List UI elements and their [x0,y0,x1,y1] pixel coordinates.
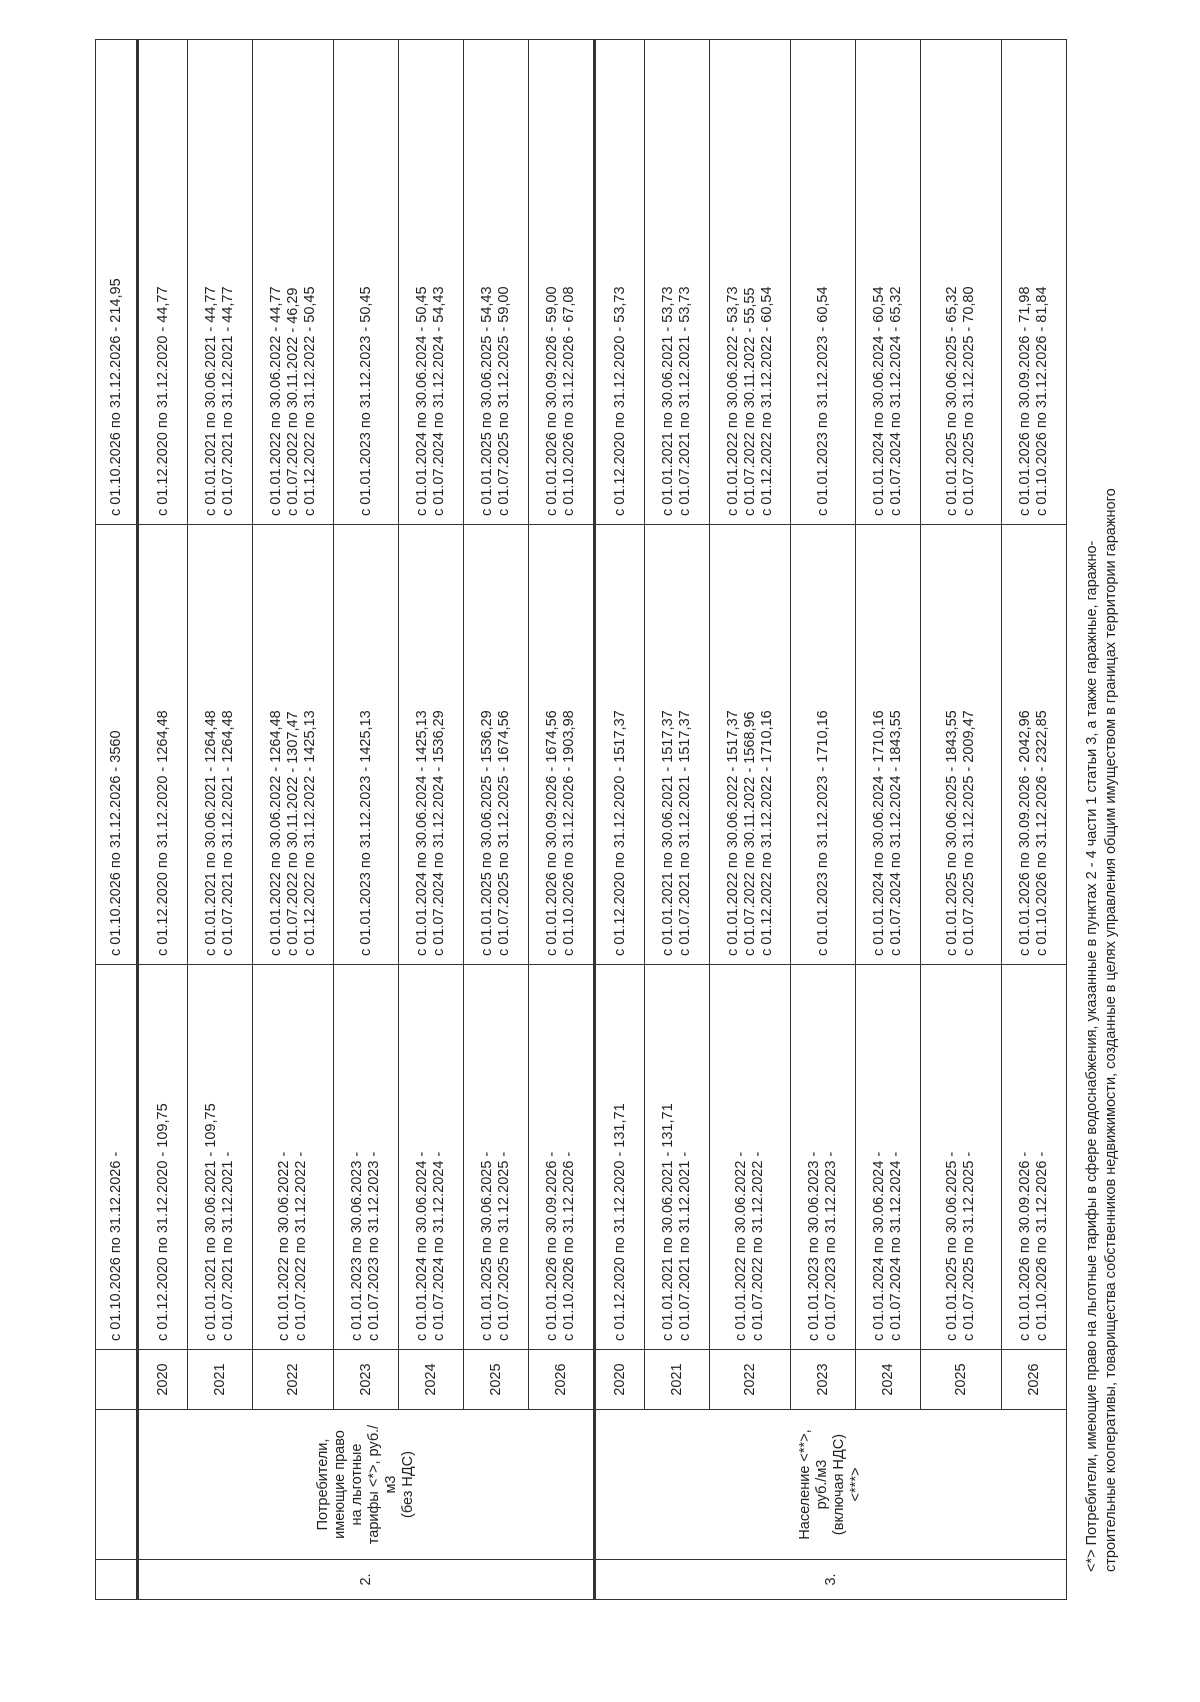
tariff-period-line: с 01.01.2026 по 30.09.2026 - [544,1151,560,1341]
category-line: руб./м3 [814,1459,830,1510]
section-category [138,1410,595,1560]
tariff-period-line: с 01.07.2022 по 30.11.2022 - 55,55 [741,287,758,516]
tariff-period-line: с 01.07.2025 по 31.12.2025 - 59,00 [496,286,512,516]
table-row [645,40,710,1600]
footnote-line: строительные кооперативы, товарищества собственников недвижимости, созданные в целях управления общим имуществом в границах территории гаражного [1103,488,1119,1572]
table-row [529,40,595,1600]
tariff-period-line: с 01.07.2021 по 31.12.2021 - 44,77 [220,286,236,516]
year-cell: 2023 [791,1350,856,1410]
table-cell-col4-continuation: с 01.10.2026 по 31.12.2026 - 3560 [96,525,138,965]
tariff-cell-c3 [334,965,399,1350]
tariff-period-line: с 01.01.2021 по 30.06.2021 - 109,75 [203,1103,219,1341]
tariff-period-line: с 01.07.2024 по 31.12.2024 - 1536,29 [431,710,447,956]
tariff-cell-c3 [253,965,334,1350]
tariff-period-line: с 01.01.2024 по 30.06.2024 - [871,1151,887,1341]
tariff-cell-c4 [791,525,856,965]
tariff-cell-c4 [464,525,529,965]
tariff-period-line: с 01.01.2024 по 30.06.2024 - 60,54 [871,286,887,516]
tariff-period-line: с 01.07.2025 по 31.12.2025 - 2009,47 [961,710,977,956]
tariff-period-line: с 01.10.2026 по 31.12.2026 - 81,84 [1034,286,1050,516]
tariff-period-line: с 01.07.2021 по 31.12.2021 - 53,73 [677,286,693,516]
year-cell: 2022 [253,1350,334,1410]
year-cell: 2021 [188,1350,253,1410]
rotated-page [95,40,1130,1600]
tariff-period-line: с 01.07.2023 по 31.12.2023 - [823,1151,839,1341]
tariff-period-line: с 01.12.2022 по 31.12.2022 - 1710,16 [758,710,775,956]
tariff-period-line: с 01.01.2023 по 31.12.2023 - 50,45 [357,286,374,516]
table-row [921,40,1002,1600]
tariff-period-line: с 01.07.2024 по 31.12.2024 - 54,43 [431,286,447,516]
tariff-cell-c4 [856,525,921,965]
table-row [710,40,791,1600]
year-cell: 2024 [856,1350,921,1410]
tariff-cell-c4 [138,525,188,965]
category-line: (без НДС) [400,1451,416,1518]
tariff-period-line: с 01.07.2021 по 31.12.2021 - [220,1151,236,1341]
tariff-period-line: с 01.07.2025 по 31.12.2025 - 1674,56 [496,710,512,956]
category-line: на льготные [349,1443,365,1526]
tariff-period-line: с 01.12.2022 по 31.12.2022 - 1425,13 [301,710,318,956]
tariff-cell-c3 [856,965,921,1350]
tariff-period-line: с 01.01.2023 по 31.12.2023 - 1425,13 [357,710,374,956]
tariff-period-line: с 01.07.2022 по 31.12.2022 - [750,1151,766,1341]
tariff-period-line: с 01.01.2023 по 31.12.2023 - 1710,16 [814,710,831,956]
table-cell-year-blank [96,1350,138,1410]
tariff-period-line: с 01.01.2025 по 30.06.2025 - [479,1151,495,1341]
tariff-period-line: с 01.07.2025 по 31.12.2025 - [961,1151,977,1341]
tariff-period-line: с 01.07.2024 по 31.12.2024 - [888,1151,904,1341]
tariff-period-line: с 01.01.2021 по 30.06.2021 - 131,71 [660,1103,676,1341]
tariff-period-line: с 01.10.2026 по 31.12.2026 - 2322,85 [1034,710,1050,956]
tariff-period-line: с 01.12.2022 по 31.12.2022 - 50,45 [301,286,318,516]
tariff-cell-c4 [253,525,334,965]
tariff-period-line: с 01.01.2026 по 30.09.2026 - 59,00 [544,286,560,516]
tariff-period-line: с 01.07.2021 по 31.12.2021 - 1264,48 [220,710,236,956]
tariff-cell-c4 [595,525,645,965]
tariff-period-line: с 01.01.2025 по 30.06.2025 - 54,43 [479,286,495,516]
year-cell: 2025 [921,1350,1002,1410]
tariff-table [95,39,1067,1600]
year-cell: 2024 [399,1350,464,1410]
footnote [1083,52,1121,1572]
tariff-period-line: с 01.12.2020 по 31.12.2020 - 131,71 [611,1103,628,1341]
tariff-cell-c5 [921,40,1002,525]
tariff-period-line: с 01.01.2024 по 30.06.2024 - 50,45 [414,286,430,516]
tariff-period-line: с 01.07.2024 по 31.12.2024 - 1843,55 [888,710,904,956]
tariff-cell-c4 [334,525,399,965]
table-row [791,40,856,1600]
tariff-cell-c5 [645,40,710,525]
tariff-period-line: с 01.07.2025 по 31.12.2025 - 70,80 [961,286,977,516]
tariff-period-line: с 01.07.2023 по 31.12.2023 - [366,1151,382,1341]
tariff-cell-c3 [529,965,595,1350]
tariff-cell-c3 [595,965,645,1350]
year-cell: 2020 [138,1350,188,1410]
table-cell-category-blank [96,1410,138,1560]
category-line: тарифы <*>, руб./м3 [366,1424,399,1545]
tariff-cell-c4 [645,525,710,965]
tariff-cell-c4 [529,525,595,965]
table-row-continuation [96,40,138,1600]
year-cell: 2020 [595,1350,645,1410]
tariff-cell-c3 [645,965,710,1350]
tariff-period-line: с 01.01.2022 по 30.06.2022 - [733,1151,749,1341]
tariff-cell-c3 [138,965,188,1350]
tariff-cell-c5 [464,40,529,525]
tariff-period-line: с 01.01.2021 по 30.06.2021 - 44,77 [203,286,219,516]
year-cell: 2026 [529,1350,595,1410]
table-cell-col3-continuation: с 01.10.2026 по 31.12.2026 - [96,965,138,1350]
tariff-period-line: с 01.01.2022 по 30.06.2022 - 53,73 [724,286,741,516]
category-line: <***> [848,1467,864,1502]
tariff-cell-c5 [188,40,253,525]
table-row [138,40,188,1600]
tariff-period-line: с 01.01.2021 по 30.06.2021 - 1517,37 [660,710,676,956]
tariff-cell-c4 [188,525,253,965]
tariff-period-line: с 01.10.2026 по 31.12.2026 - 67,08 [561,286,577,516]
tariff-period-line: с 01.01.2024 по 30.06.2024 - 1710,16 [871,710,887,956]
tariff-cell-c5 [595,40,645,525]
tariff-cell-c4 [710,525,791,965]
tariff-cell-c4 [1002,525,1067,965]
tariff-period-line: с 01.07.2024 по 31.12.2024 - 65,32 [888,286,904,516]
tariff-period-line: с 01.12.2020 по 31.12.2020 - 1517,37 [611,710,628,956]
tariff-period-line: с 01.01.2026 по 30.09.2026 - [1017,1151,1033,1341]
tariff-cell-c5 [399,40,464,525]
tariff-period-line: с 01.01.2022 по 30.06.2022 - 44,77 [267,286,284,516]
tariff-cell-c3 [710,965,791,1350]
tariff-cell-c3 [464,965,529,1350]
tariff-period-line: с 01.01.2023 по 31.12.2023 - 60,54 [814,286,831,516]
tariff-period-line: с 01.01.2022 по 30.06.2022 - 1517,37 [724,710,741,956]
year-cell: 2022 [710,1350,791,1410]
tariff-period-line: с 01.01.2025 по 30.06.2025 - [944,1151,960,1341]
table-row [253,40,334,1600]
tariff-cell-c5 [856,40,921,525]
tariff-period-line: с 01.01.2024 по 30.06.2024 - [414,1151,430,1341]
table-row [595,40,645,1600]
tariff-period-line: с 01.07.2021 по 31.12.2021 - 1517,37 [677,710,693,956]
table-row [188,40,253,1600]
tariff-period-line: с 01.01.2026 по 30.09.2026 - 1674,56 [544,710,560,956]
category-line: Население <**>, [797,1429,813,1540]
tariff-cell-c3 [1002,965,1067,1350]
tariff-period-line: с 01.01.2023 по 30.06.2023 - [349,1151,365,1341]
tariff-period-line: с 01.01.2024 по 30.06.2024 - 1425,13 [414,710,430,956]
tariff-period-line: с 01.01.2026 по 30.09.2026 - 71,98 [1017,286,1033,516]
tariff-period-line: с 01.01.2021 по 30.06.2021 - 1264,48 [203,710,219,956]
tariff-cell-c5 [529,40,595,525]
tariff-period-line: с 01.07.2025 по 31.12.2025 - [496,1151,512,1341]
tariff-period-line: с 01.10.2026 по 31.12.2026 - [1034,1151,1050,1341]
year-cell: 2025 [464,1350,529,1410]
category-line: (включая НДС) [831,1433,847,1536]
section-category [595,1410,1067,1560]
tariff-cell-c3 [399,965,464,1350]
year-cell: 2026 [1002,1350,1067,1410]
year-cell: 2023 [334,1350,399,1410]
tariff-cell-c4 [921,525,1002,965]
section-number: 3. [595,1560,1067,1600]
tariff-cell-c5 [791,40,856,525]
tariff-cell-c3 [791,965,856,1350]
table-row [1002,40,1067,1600]
table-row [334,40,399,1600]
tariff-period-line: с 01.12.2020 по 31.12.2020 - 1264,48 [154,710,171,956]
tariff-period-line: с 01.01.2025 по 30.06.2025 - 65,32 [944,286,960,516]
tariff-period-line: с 01.01.2023 по 30.06.2023 - [806,1151,822,1341]
table-cell-col5-continuation: с 01.10.2026 по 31.12.2026 - 214,95 [96,40,138,525]
tariff-cell-c5 [334,40,399,525]
tariff-period-line: с 01.07.2022 по 30.11.2022 - 46,29 [284,287,301,516]
footnote-line: <*> Потребители, имеющие право на льготные тарифы в сфере водоснабжения, указанные в пунктах 2 - 4 части 1 статьи 3, а также гаражные, гаражно- [1084,540,1100,1572]
tariff-period-line: с 01.12.2022 по 31.12.2022 - 60,54 [758,286,775,516]
tariff-period-line: с 01.01.2025 по 30.06.2025 - 1536,29 [479,710,495,956]
table-row [399,40,464,1600]
section-number: 2. [138,1560,595,1600]
tariff-period-line: с 01.10.2026 по 31.12.2026 - 1903,98 [561,710,577,956]
tariff-period-line: с 01.12.2020 по 31.12.2020 - 44,77 [154,286,171,516]
tariff-period-line: с 01.01.2026 по 30.09.2026 - 2042,96 [1017,710,1033,956]
category-line: имеющие право [332,1430,348,1539]
tariff-cell-c3 [188,965,253,1350]
category-line: Потребители, [315,1438,331,1531]
table-cell-number-blank [96,1560,138,1600]
tariff-period-line: с 01.01.2021 по 30.06.2021 - 53,73 [660,286,676,516]
tariff-period-line: с 01.07.2022 по 30.11.2022 - 1307,47 [284,711,301,956]
tariff-period-line: с 01.01.2025 по 30.06.2025 - 1843,55 [944,710,960,956]
tariff-period-line: с 01.07.2022 по 30.11.2022 - 1568,96 [741,711,758,956]
tariff-period-line: с 01.07.2021 по 31.12.2021 - [677,1151,693,1341]
year-cell: 2021 [645,1350,710,1410]
table-row [464,40,529,1600]
tariff-cell-c5 [253,40,334,525]
tariff-period-line: с 01.07.2024 по 31.12.2024 - [431,1151,447,1341]
tariff-period-line: с 01.01.2022 по 30.06.2022 - [276,1151,292,1341]
tariff-cell-c5 [710,40,791,525]
tariff-cell-c4 [399,525,464,965]
tariff-cell-c3 [921,965,1002,1350]
tariff-period-line: с 01.07.2022 по 31.12.2022 - [293,1151,309,1341]
tariff-period-line: с 01.01.2022 по 30.06.2022 - 1264,48 [267,710,284,956]
tariff-period-line: с 01.12.2020 по 31.12.2020 - 53,73 [611,286,628,516]
tariff-period-line: с 01.10.2026 по 31.12.2026 - [561,1151,577,1341]
tariff-cell-c5 [1002,40,1067,525]
tariff-period-line: с 01.12.2020 по 31.12.2020 - 109,75 [154,1103,171,1341]
table-row [856,40,921,1600]
tariff-cell-c5 [138,40,188,525]
